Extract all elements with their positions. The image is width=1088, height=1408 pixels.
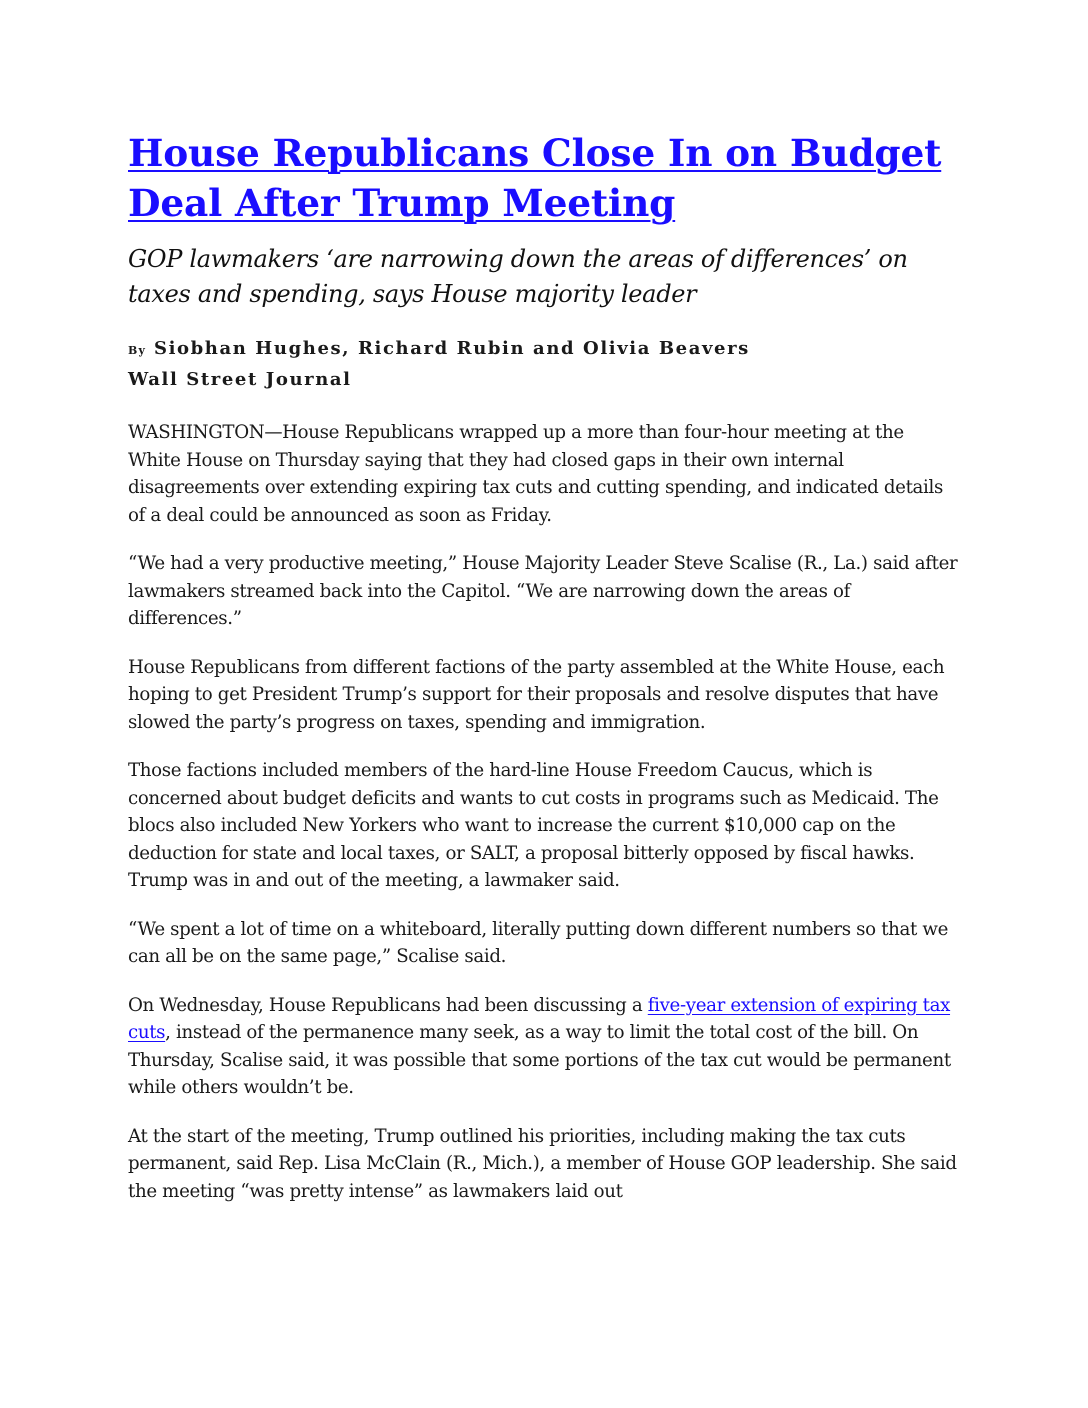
article-body — [128, 419, 958, 1205]
paragraph: “We had a very productive meeting,” House Majority Leader Steve Scalise (R., La.) said after lawmakers streamed back into the Capitol. “We are narrowing down the areas of differences.” — [128, 553, 958, 629]
paragraph: WASHINGTON—House Republicans wrapped up a more than four-hour meeting at the White House on Thursday saying that they had closed gaps in their own internal disagreements over extending expiring tax cuts and cutting spending, and indicated details of a deal could be announced as soon as Friday. — [128, 422, 943, 526]
byline-prefix: By — [128, 344, 147, 357]
paragraph-text: On Wednesday, House Republicans had been discussing a — [128, 994, 648, 1016]
article-headline — [128, 128, 958, 228]
paragraph: “We spent a lot of time on a whiteboard, literally putting down different numbers so that we can all be on the same page,” Scalise said. — [128, 918, 949, 967]
paragraph — [128, 992, 958, 1102]
byline-authors-line — [128, 334, 958, 365]
byline-publication: Wall Street Journal — [128, 369, 352, 390]
paragraph-text: , instead of the permanence many seek, as a way to limit the total cost of the bill. On Thursday, Scalise said, it was possible that some portions of the tax cut would be permanent while others wouldn’t be. — [128, 1022, 951, 1098]
paragraph: House Republicans from different factions of the party assembled at the White House, each hoping to get President Trump’s support for their proposals and resolve disputes that have slowed the party’s progress on taxes, spending and immigration. — [128, 656, 945, 733]
article — [128, 128, 958, 1226]
article-dek: GOP lawmakers ‘are narrowing down the areas of differences’ on taxes and spending, says House majority leader — [128, 245, 908, 308]
paragraph: At the start of the meeting, Trump outlined his priorities, including making the tax cuts permanent, said Rep. Lisa McClain (R., Mich.), a member of House GOP leadership. She said the meeting “was pretty intense” as lawmakers laid out — [128, 1125, 957, 1202]
byline — [128, 334, 958, 394]
paragraph: Those factions included members of the hard-line House Freedom Caucus, which is concerned about budget deficits and wants to cut costs in programs such as Medicaid. The blocs also included New Yorkers who want to increase the current $10,000 cap on the deduction for state and local taxes, or SALT, a proposal bitterly opposed by fiscal hawks. Trump was in and out of the meeting, a lawmaker said. — [128, 760, 939, 891]
headline-link[interactable]: House Republicans Close In on Budget Deal After Trump Meeting — [128, 131, 942, 225]
byline-authors: Siobhan Hughes, Richard Rubin and Olivia Beavers — [153, 338, 750, 359]
tax-cut-extension-link[interactable]: five-year extension of expiring tax cuts — [128, 994, 951, 1043]
